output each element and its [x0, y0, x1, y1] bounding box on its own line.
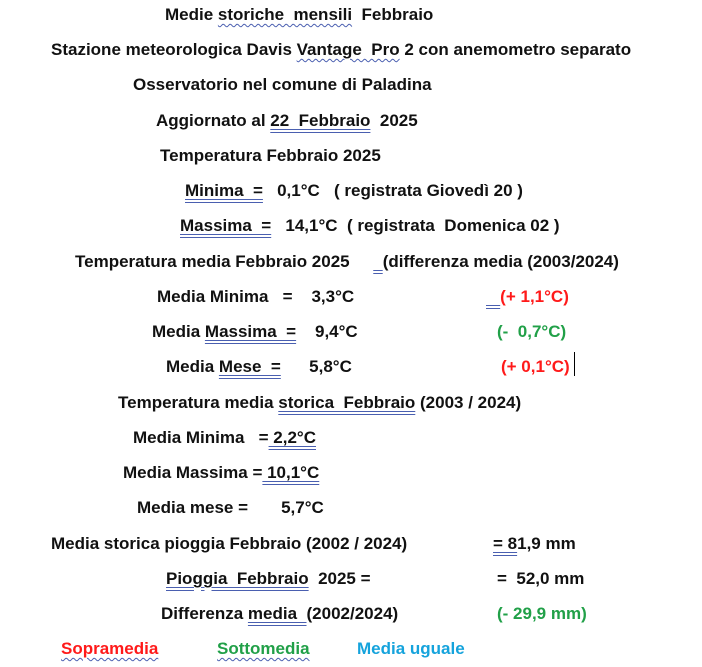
rain-hist-value-b: 1,9 mm — [517, 534, 576, 553]
rain-diff-label — [161, 604, 398, 624]
historic-title-line — [118, 393, 521, 413]
text-cursor — [574, 352, 575, 376]
avg-mese-line — [166, 357, 352, 377]
rain-diff-value: (- 29,9 mm) — [497, 604, 587, 623]
title-line — [165, 5, 433, 25]
historic-title-b: storica Febbraio — [278, 393, 416, 412]
temp-avg-title: Temperatura media Febbraio 2025 — [75, 252, 374, 271]
historic-max-value: 10,1°C — [262, 463, 320, 482]
title-text-a: Medie — [165, 5, 218, 24]
historic-min-label: Media Minima = — [133, 428, 269, 447]
temp-avg-diff-marker — [373, 252, 382, 271]
station-line — [51, 40, 631, 60]
updated-date: 22 Febbraio — [270, 111, 371, 130]
avg-mese-label-a: Media — [166, 357, 219, 376]
avg-min-line: Media Minima = 3,3°C — [157, 287, 355, 306]
avg-max-value: 9,4°C — [296, 322, 358, 341]
updated-line — [156, 111, 418, 131]
legend-above: Sopramedia — [61, 639, 159, 658]
avg-mese-value: 5,8°C — [280, 357, 352, 376]
temp-month-title: Temperatura Febbraio 2025 — [160, 146, 381, 165]
rain-month-label-a: Pioggia Febbraio — [166, 569, 309, 588]
avg-max-label-b: Massima = — [204, 322, 297, 341]
rain-diff-label-a: Differenza — [161, 604, 248, 623]
avg-max-line — [152, 322, 358, 342]
avg-mese-diff: (+ 0,1°C) — [501, 357, 570, 376]
temp-min-label: Minima = — [185, 181, 263, 200]
rain-month-label-b: 2025 = — [308, 569, 371, 588]
station-text-b: Vantage Pro — [296, 40, 400, 59]
avg-max-diff: (- 0,7°C) — [497, 322, 567, 341]
historic-title-c: (2003 / 2024) — [415, 393, 522, 412]
rain-month-value: = 52,0 mm — [497, 569, 585, 588]
rain-diff-label-b: media — [247, 604, 307, 623]
temp-avg-title-line — [75, 252, 619, 272]
temp-avg-diff-title: (differenza media (2003/2024) — [382, 252, 619, 271]
temp-max-label: Massima = — [180, 216, 272, 235]
historic-max-line — [123, 463, 319, 483]
updated-text-a: Aggiornato al — [156, 111, 271, 130]
avg-min-diff-line — [486, 287, 569, 307]
avg-min-diff: (+ 1,1°C) — [500, 287, 569, 306]
rain-hist-label: Media storica pioggia Febbraio (2002 / 2024) — [51, 534, 408, 553]
rain-hist-value — [493, 534, 576, 554]
legend-below: Sottomedia — [217, 639, 310, 658]
rain-hist-value-a: = 8 — [493, 534, 518, 553]
rain-diff-label-c: (2002/2024) — [306, 604, 399, 623]
historic-min-line — [133, 428, 316, 448]
historic-mese-line: Media mese = 5,7°C — [137, 498, 324, 517]
historic-title-a: Temperatura media — [118, 393, 279, 412]
station-text-a: Stazione meteorologica Davis — [51, 40, 297, 59]
updated-year: 2025 — [370, 111, 418, 130]
historic-max-label: Media Massima = — [123, 463, 263, 482]
title-text-c: Febbraio — [352, 5, 434, 24]
temp-min-value: 0,1°C ( registrata Giovedì 20 ) — [262, 181, 523, 200]
legend-equal: Media uguale — [357, 639, 465, 658]
temp-max-line — [180, 216, 560, 236]
avg-min-diff-marker — [486, 287, 500, 306]
historic-min-value: 2,2°C — [268, 428, 316, 447]
avg-max-label-a: Media — [152, 322, 205, 341]
temp-max-value: 14,1°C ( registrata Domenica 02 ) — [271, 216, 560, 235]
station-text-c: 2 con anemometro separato — [399, 40, 632, 59]
rain-month-label — [166, 569, 371, 589]
avg-mese-label-b: Mese = — [218, 357, 281, 376]
observatory-line: Osservatorio nel comune di Paladina — [133, 75, 432, 94]
title-text-b: storiche mensili — [217, 5, 353, 24]
temp-min-line — [185, 181, 523, 201]
